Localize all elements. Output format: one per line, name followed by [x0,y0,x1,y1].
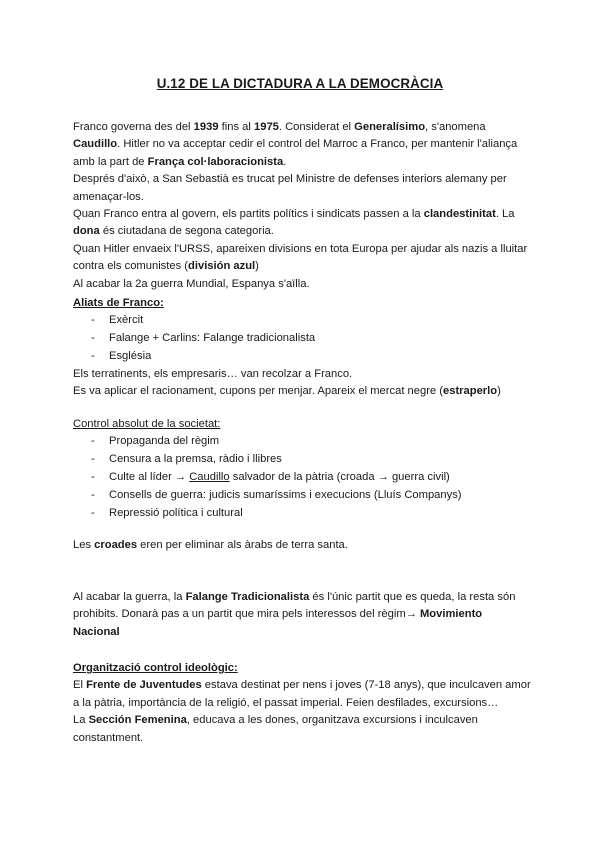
year-start: 1939 [193,121,219,133]
dash-bullet: - [91,488,95,501]
arrow-glyph: → [171,471,190,483]
organitzacio-text: constantment. [73,731,144,744]
intro-text: . Considerat el [278,121,355,133]
dash-bullet: - [91,332,95,345]
control-list [73,433,533,522]
organitzacio-text: a la pàtria, importància de la religió, el passat imperial. Feien desfilades, excursions… [73,696,499,709]
term-clandestinitat: clandestinitat [423,208,496,221]
intro-text: Després d'això, a San Sebastià es trucat pel Ministre de defenses interiors alemany per [73,173,507,186]
intro-text: . Hitler no va acceptar cedir el control del Marroc a Franco, per mantenir l'aliança [117,138,518,151]
list-item-text: Falange + Carlins: Falange tradicionalista [109,332,316,345]
term-frente-juventudes: Frente de Juventudes [86,679,202,692]
intro-text: Franco governa des del [73,121,194,133]
list-item-text: Exèrcit [109,314,144,327]
term-franca: França col·laboracionista [147,155,284,168]
term-caudillo-underlined: Caudillo [189,471,230,483]
term-dona: dona [73,225,100,238]
intro-text: amb la part de [73,155,148,168]
aliats-text: ) [497,385,501,398]
intro-paragraph [73,119,533,293]
term-nacional: Nacional [73,625,120,638]
intro-text: . La [495,208,515,221]
organitzacio-section [73,660,533,747]
term-caudillo: Caudillo [73,138,118,151]
aliats-section [73,295,533,401]
term-croades: croades [94,539,138,551]
arrow-glyph: → [405,608,420,621]
intro-text: ) [255,260,259,273]
dash-bullet: - [91,506,95,519]
term-seccion-femenina: Sección Femenina [88,714,187,727]
list-item [73,505,533,523]
aliats-after-1: Els terratinents, els empresaris… van recolzar a Franco. [73,367,353,380]
intro-text: contra els comunistes ( [73,260,189,273]
intro-text: , s'anomena [425,121,486,133]
aliats-list [73,312,533,365]
intro-text: és ciutadana de segona categoria. [99,225,274,238]
list-item-text: Consells de guerra: judicis sumaríssims i execucions (Lluís Companys) [109,488,462,501]
croades-text: Les [73,539,95,551]
intro-text: amenaçar-los. [73,190,144,203]
dash-bullet: - [91,453,95,466]
falange-paragraph [73,589,533,641]
croades-paragraph [73,537,533,554]
control-heading: Control absolut de la societat: [73,418,221,430]
dash-bullet: - [91,435,95,448]
year-end: 1975 [254,121,279,133]
list-item [73,433,533,451]
organitzacio-heading: Organització control ideològic: [73,662,238,674]
dash-bullet: - [91,314,95,327]
falange-text: és l'únic partit que es queda, la resta són [309,591,516,603]
term-estraperlo: estraperlo [443,385,498,398]
organitzacio-text: estava destinat per nens i joves (7-18 anys), que inculcaven amor [201,679,531,692]
term-generalisimo: Generalísimo [354,121,426,133]
list-item-text: salvador de la pàtria (croada → guerra civil) [229,471,450,483]
term-movimiento: Movimiento [419,608,483,621]
organitzacio-text: El [73,679,87,692]
falange-text: prohibits. Donarà pas a un partit que mira pels interessos del règim [73,608,406,621]
list-item [73,312,533,330]
organitzacio-text: La [73,714,89,727]
list-item [73,487,533,505]
term-division-azul: división azul [188,260,256,273]
intro-text: Quan Franco entra al govern, els partits polítics i sindicats passen a la [73,208,424,221]
falange-text: Al acabar la guerra, la [73,591,186,603]
intro-text: . [283,155,287,168]
intro-text: fins al [218,121,254,133]
intro-text: Quan Hitler envaeix l'URSS, apareixen divisions en tota Europa per ajudar als nazis a lluitar [73,242,528,255]
list-item [73,348,533,366]
list-item-text: Culte al líder [109,471,172,483]
dash-bullet: - [91,350,95,362]
list-item-text: Repressió política i cultural [109,506,243,519]
list-item-text: Propaganda del règim [109,435,220,448]
organitzacio-text: , educava a les dones, organitzava excursions i inculcaven [186,714,478,727]
list-item [73,469,533,487]
dash-bullet: - [91,471,95,483]
term-falange: Falange Tradicionalista [185,591,310,603]
list-item [73,330,533,348]
croades-text: eren per eliminar als àrabs de terra santa. [137,539,348,551]
aliats-heading: Aliats de Franco: [73,297,164,309]
list-item-text: Censura a la premsa, ràdio i llibres [109,453,282,466]
list-item [73,451,533,469]
aliats-text: Es va aplicar el racionament, cupons per menjar. Apareix el mercat negre ( [73,385,443,398]
list-item-text: Església [109,350,152,362]
control-section [73,416,533,522]
page-title: U.12 DE LA DICTADURA A LA DEMOCRÀCIA [156,76,444,91]
intro-text: Al acabar la 2a guerra Mundial, Espanya s'aïlla. [73,277,310,290]
